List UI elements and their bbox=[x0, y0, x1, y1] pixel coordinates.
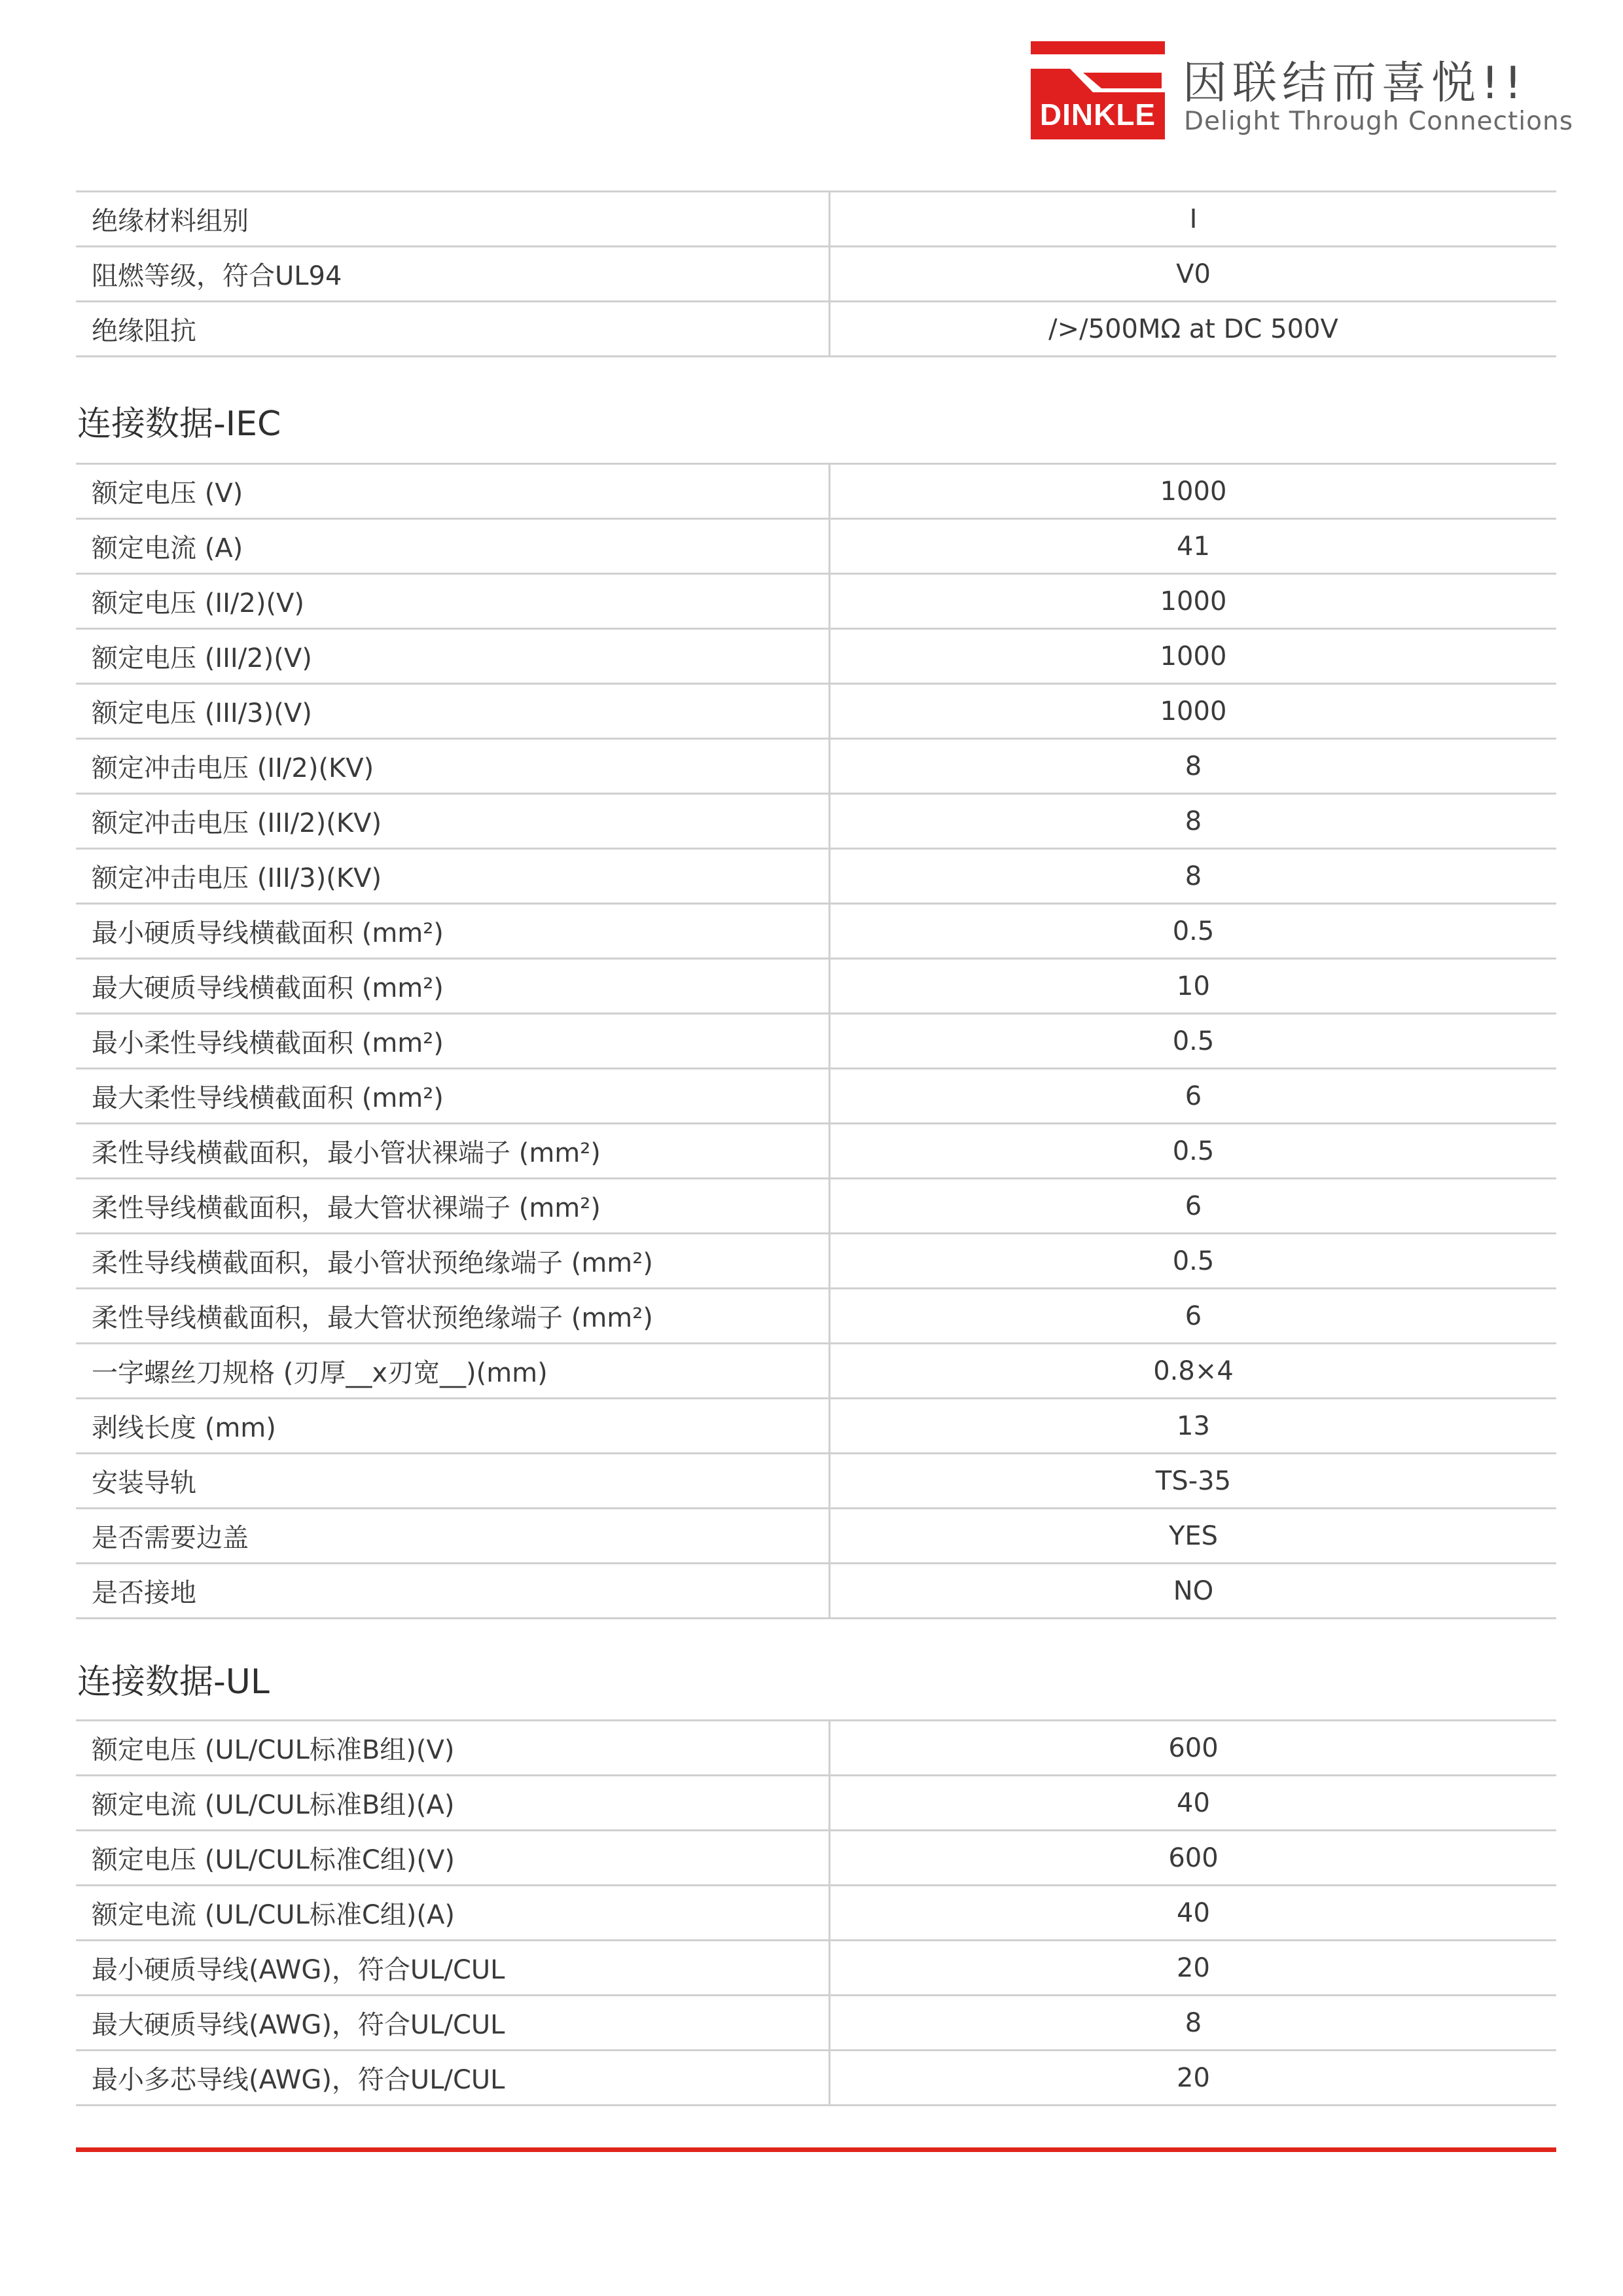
row-label: 最大硬质导线横截面积 (mm²) bbox=[76, 959, 830, 1014]
brand-name: DINKLE bbox=[1039, 98, 1156, 132]
row-label: 最大硬质导线(AWG)，符合UL/CUL bbox=[76, 1996, 830, 2051]
row-label: 柔性导线横截面积，最小管状裸端子 (mm²) bbox=[76, 1124, 830, 1179]
table-row bbox=[76, 302, 1556, 357]
table-row bbox=[76, 1399, 1556, 1454]
table-row bbox=[76, 1344, 1556, 1399]
row-label: 柔性导线横截面积，最大管状预绝缘端子 (mm²) bbox=[76, 1289, 830, 1344]
row-value: 1000 bbox=[830, 629, 1557, 684]
table-row bbox=[76, 1179, 1556, 1234]
table-row bbox=[76, 1831, 1556, 1886]
table-row bbox=[76, 849, 1556, 904]
row-value: 1000 bbox=[830, 574, 1557, 629]
row-label: 最小硬质导线(AWG)，符合UL/CUL bbox=[76, 1941, 830, 1996]
ul-table bbox=[76, 1719, 1556, 2106]
table-row bbox=[76, 1776, 1556, 1831]
row-value: 6 bbox=[830, 1069, 1557, 1124]
table-row bbox=[76, 959, 1556, 1014]
row-label: 剥线长度 (mm) bbox=[76, 1399, 830, 1454]
row-value: 13 bbox=[830, 1399, 1557, 1454]
table-row bbox=[76, 1564, 1556, 1619]
row-label: 是否接地 bbox=[76, 1564, 830, 1619]
table-row bbox=[76, 904, 1556, 959]
table-row bbox=[76, 1996, 1556, 2051]
table-row bbox=[76, 1886, 1556, 1941]
brand-logo bbox=[1031, 41, 1574, 141]
row-value: 40 bbox=[830, 1886, 1557, 1941]
material-table bbox=[76, 190, 1556, 357]
table-row bbox=[76, 1289, 1556, 1344]
row-label: 柔性导线横截面积，最大管状裸端子 (mm²) bbox=[76, 1179, 830, 1234]
row-label: 最大柔性导线横截面积 (mm²) bbox=[76, 1069, 830, 1124]
row-value: V0 bbox=[830, 247, 1557, 302]
table-row bbox=[76, 1454, 1556, 1509]
table-row bbox=[76, 247, 1556, 302]
table-row bbox=[76, 1014, 1556, 1069]
row-value: 8 bbox=[830, 1996, 1557, 2051]
row-value: 0.5 bbox=[830, 904, 1557, 959]
table-row bbox=[76, 1509, 1556, 1564]
row-label: 是否需要边盖 bbox=[76, 1509, 830, 1564]
table-row bbox=[76, 574, 1556, 629]
row-label: 额定冲击电压 (II/2)(KV) bbox=[76, 739, 830, 794]
row-label: 阻燃等级，符合UL94 bbox=[76, 247, 830, 302]
row-label: 额定电压 (II/2)(V) bbox=[76, 574, 830, 629]
iec-table bbox=[76, 463, 1556, 1619]
table-row bbox=[76, 519, 1556, 574]
row-value: 10 bbox=[830, 959, 1557, 1014]
table-row bbox=[76, 2051, 1556, 2106]
row-value: 20 bbox=[830, 2051, 1557, 2106]
brand-slogan-en: Delight Through Connections bbox=[1184, 107, 1574, 136]
row-value: 41 bbox=[830, 519, 1557, 574]
row-value: 1000 bbox=[830, 684, 1557, 739]
row-value: 8 bbox=[830, 849, 1557, 904]
brand-slogan-cn: 因联结而喜悦!! bbox=[1183, 58, 1527, 109]
row-value: 20 bbox=[830, 1941, 1557, 1996]
row-value: 0.5 bbox=[830, 1124, 1557, 1179]
table-row bbox=[76, 794, 1556, 849]
row-label: 一字螺丝刀规格 (刃厚__x刃宽__)(mm) bbox=[76, 1344, 830, 1399]
row-label: 额定电压 (III/2)(V) bbox=[76, 629, 830, 684]
table-row bbox=[76, 1234, 1556, 1289]
row-label: 额定冲击电压 (III/3)(KV) bbox=[76, 849, 830, 904]
row-label: 柔性导线横截面积，最小管状预绝缘端子 (mm²) bbox=[76, 1234, 830, 1289]
row-label: 最小硬质导线横截面积 (mm²) bbox=[76, 904, 830, 959]
row-label: 额定冲击电压 (III/2)(KV) bbox=[76, 794, 830, 849]
row-label: 额定电压 (III/3)(V) bbox=[76, 684, 830, 739]
row-value: NO bbox=[830, 1564, 1557, 1619]
table-row bbox=[76, 1124, 1556, 1179]
row-value: TS-35 bbox=[830, 1454, 1557, 1509]
row-label: 安装导轨 bbox=[76, 1454, 830, 1509]
table-row bbox=[76, 192, 1556, 247]
row-label: 绝缘材料组别 bbox=[76, 192, 830, 247]
row-label: 额定电压 (UL/CUL标准C组)(V) bbox=[76, 1831, 830, 1886]
table-row bbox=[76, 464, 1556, 519]
row-label: 最小柔性导线横截面积 (mm²) bbox=[76, 1014, 830, 1069]
row-value: 8 bbox=[830, 739, 1557, 794]
table-row bbox=[76, 1941, 1556, 1996]
footer-divider bbox=[76, 2147, 1556, 2152]
table-row bbox=[76, 684, 1556, 739]
row-label: 额定电流 (A) bbox=[76, 519, 830, 574]
iec-section-title: 连接数据-IEC bbox=[77, 404, 281, 444]
row-value: />/500MΩ at DC 500V bbox=[830, 302, 1557, 357]
row-label: 最小多芯导线(AWG)，符合UL/CUL bbox=[76, 2051, 830, 2106]
row-value: YES bbox=[830, 1509, 1557, 1564]
row-value: 8 bbox=[830, 794, 1557, 849]
row-label: 额定电压 (UL/CUL标准B组)(V) bbox=[76, 1721, 830, 1776]
row-label: 额定电压 (V) bbox=[76, 464, 830, 519]
row-label: 额定电流 (UL/CUL标准B组)(A) bbox=[76, 1776, 830, 1831]
row-value: 0.5 bbox=[830, 1014, 1557, 1069]
row-value: 600 bbox=[830, 1721, 1557, 1776]
row-value: I bbox=[830, 192, 1557, 247]
table-row bbox=[76, 629, 1556, 684]
table-row bbox=[76, 1721, 1556, 1776]
row-label: 额定电流 (UL/CUL标准C组)(A) bbox=[76, 1886, 830, 1941]
row-label: 绝缘阻抗 bbox=[76, 302, 830, 357]
table-row bbox=[76, 739, 1556, 794]
row-value: 1000 bbox=[830, 464, 1557, 519]
dinkle-logo-mark bbox=[1031, 41, 1165, 139]
row-value: 6 bbox=[830, 1179, 1557, 1234]
row-value: 0.8×4 bbox=[830, 1344, 1557, 1399]
row-value: 600 bbox=[830, 1831, 1557, 1886]
row-value: 40 bbox=[830, 1776, 1557, 1831]
row-value: 0.5 bbox=[830, 1234, 1557, 1289]
table-row bbox=[76, 1069, 1556, 1124]
ul-section-title: 连接数据-UL bbox=[77, 1662, 270, 1702]
row-value: 6 bbox=[830, 1289, 1557, 1344]
